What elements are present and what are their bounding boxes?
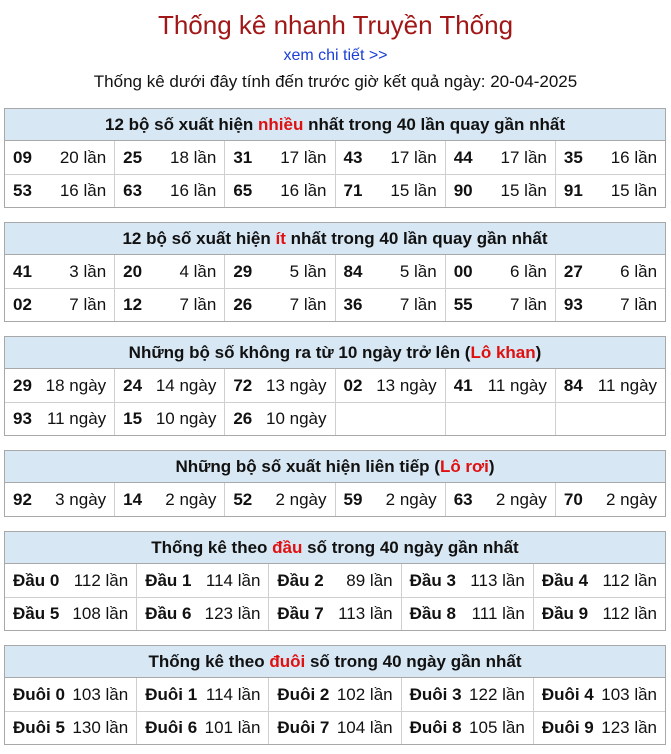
- stat-cell: [114, 369, 224, 402]
- stat-count: 16 lần: [280, 181, 327, 200]
- stat-cell: [224, 369, 334, 402]
- stat-key: 63: [453, 489, 473, 509]
- stat-cell: [5, 483, 114, 516]
- header-text: nhất trong 40 lần quay gần nhất: [303, 115, 566, 134]
- stat-cell: [268, 712, 400, 744]
- stat-cell: [5, 598, 136, 630]
- stat-count: 13 ngày: [266, 375, 327, 395]
- stat-cell: [5, 141, 114, 174]
- stat-cell: [555, 255, 665, 288]
- stat-key: 27: [563, 261, 583, 281]
- stat-cell: [445, 141, 555, 174]
- header-highlight: ít: [275, 229, 286, 248]
- stat-count: 2 ngày: [605, 489, 658, 509]
- stat-key: 26: [233, 409, 253, 428]
- stat-key: Đầu 9: [541, 604, 589, 623]
- empty-cell: [555, 403, 665, 435]
- stat-count: 103 lần: [601, 684, 658, 704]
- stat-key: Đầu 4: [541, 570, 589, 590]
- table-row: [5, 402, 665, 435]
- stat-cell: [136, 598, 268, 630]
- stat-cell: [335, 175, 445, 207]
- stat-key: Đuôi 6: [145, 718, 198, 737]
- header-highlight: đuôi: [269, 652, 306, 671]
- header-text: ): [535, 343, 542, 362]
- stat-cell: [5, 175, 114, 207]
- stat-cell: [5, 255, 114, 288]
- stat-key: 25: [123, 147, 143, 167]
- table-row: [5, 369, 665, 402]
- stat-key: 71: [343, 181, 363, 200]
- stat-count: 104 lần: [336, 718, 393, 737]
- stat-count: 2 ngày: [275, 489, 327, 509]
- stat-key: Đầu 1: [145, 570, 192, 590]
- stat-key: 35: [563, 147, 583, 167]
- stat-count: 3 ngày: [55, 489, 107, 509]
- stat-count: 11 ngày: [597, 375, 658, 395]
- stat-key: 02: [343, 375, 363, 395]
- stat-key: 44: [453, 147, 473, 167]
- stat-cell: [268, 564, 400, 597]
- stat-count: 17 lần: [390, 147, 437, 167]
- stat-key: 09: [13, 147, 32, 167]
- stat-key: 41: [13, 261, 32, 281]
- stat-cell: [5, 369, 114, 402]
- stat-key: Đầu 5: [13, 604, 60, 623]
- stat-cell: [224, 141, 334, 174]
- stat-cell: [114, 289, 224, 321]
- stat-count: 105 lần: [469, 718, 525, 737]
- stat-key: Đuôi 9: [541, 718, 594, 737]
- stat-cell: [533, 564, 665, 597]
- stat-key: 52: [233, 489, 253, 509]
- header-text: Thống kê theo: [148, 652, 270, 671]
- stat-count: 16 lần: [59, 181, 107, 200]
- stat-key: 36: [343, 295, 363, 314]
- stat-cell: [136, 564, 268, 597]
- section-header: [5, 109, 665, 141]
- stat-key: 00: [453, 261, 473, 281]
- stat-cell: [114, 141, 224, 174]
- stat-count: 2 ngày: [165, 489, 217, 509]
- duoi-table: [4, 645, 666, 745]
- stat-key: Đuôi 7: [277, 718, 330, 737]
- stat-key: 93: [563, 295, 583, 314]
- stat-count: 112 lần: [602, 570, 658, 590]
- header-text: nhất trong 40 lần quay gần nhất: [285, 229, 548, 248]
- stat-cell: [555, 289, 665, 321]
- header-text: Những bộ số xuất hiện liên tiếp (: [175, 457, 440, 476]
- stat-key: 02: [13, 295, 32, 314]
- section-header: [5, 337, 665, 369]
- stat-key: 55: [453, 295, 473, 314]
- table-row: [5, 174, 665, 207]
- stat-cell: [114, 255, 224, 288]
- stat-key: 53: [13, 181, 32, 200]
- section-header: [5, 223, 665, 255]
- stat-count: 6 lần: [509, 261, 547, 281]
- table-row: [5, 255, 665, 288]
- stat-count: 15 lần: [390, 181, 437, 200]
- stat-cell: [224, 255, 334, 288]
- detail-link[interactable]: xem chi tiết >>: [283, 47, 388, 64]
- stat-count: 6 lần: [620, 261, 658, 281]
- stat-key: 59: [343, 489, 363, 509]
- stat-cell: [335, 255, 445, 288]
- stat-cell: [114, 175, 224, 207]
- table-row: [5, 483, 665, 516]
- stat-key: Đuôi 0: [13, 684, 65, 704]
- header-text: Thống kê theo: [151, 538, 273, 557]
- stat-count: 114 lần: [205, 570, 261, 590]
- stat-count: 113 lần: [470, 570, 525, 590]
- stat-key: 24: [123, 375, 143, 395]
- stat-count: 102 lần: [336, 684, 393, 704]
- stat-count: 11 ngày: [46, 409, 107, 428]
- lo-roi-table: [4, 450, 666, 517]
- empty-cell: [335, 403, 445, 435]
- stat-cell: [114, 403, 224, 435]
- stat-count: 122 lần: [469, 684, 525, 704]
- stat-count: 14 ngày: [155, 375, 217, 395]
- least-frequent-table: [4, 222, 666, 322]
- stat-count: 17 lần: [280, 147, 327, 167]
- stat-count: 123 lần: [601, 718, 658, 737]
- stat-cell: [268, 678, 400, 711]
- stat-key: Đầu 2: [277, 570, 324, 590]
- stat-cell: [555, 141, 665, 174]
- stat-count: 17 lần: [500, 147, 547, 167]
- stat-key: Đuôi 3: [409, 684, 462, 704]
- stat-key: 92: [13, 489, 32, 509]
- page-subtitle: Thống kê dưới đây tính đến trước giờ kết quả ngày: 20-04-2025: [93, 72, 578, 91]
- section-header: [5, 646, 665, 678]
- stat-cell: [136, 678, 268, 711]
- stat-cell: [533, 678, 665, 711]
- stat-count: 113 lần: [338, 604, 393, 623]
- stat-count: 10 ngày: [266, 409, 327, 428]
- page-title: Thống kê nhanh Truyền Thống: [157, 10, 514, 40]
- stat-cell: [335, 141, 445, 174]
- stat-cell: [335, 369, 445, 402]
- stat-key: Đuôi 4: [541, 684, 594, 704]
- header-text: số trong 40 ngày gần nhất: [305, 652, 522, 671]
- stat-key: Đuôi 8: [409, 718, 462, 737]
- dau-table: [4, 531, 666, 631]
- stat-cell: [5, 678, 136, 711]
- table-row: [5, 564, 665, 597]
- stat-cell: [555, 483, 665, 516]
- stat-cell: [5, 564, 136, 597]
- stat-key: 70: [563, 489, 583, 509]
- stat-key: Đầu 7: [277, 604, 324, 623]
- header-highlight: nhiều: [258, 115, 304, 134]
- stat-key: 93: [13, 409, 32, 428]
- stat-key: Đuôi 5: [13, 718, 65, 737]
- stat-count: 7 lần: [399, 295, 437, 314]
- section-header: [5, 451, 665, 483]
- stat-key: 20: [123, 261, 143, 281]
- stat-key: 84: [343, 261, 363, 281]
- stat-key: Đầu 3: [409, 570, 456, 590]
- stat-key: 41: [453, 375, 473, 395]
- stat-cell: [445, 483, 555, 516]
- stat-count: 11 ngày: [487, 375, 547, 395]
- stat-count: 15 lần: [610, 181, 658, 200]
- stat-count: 7 lần: [69, 295, 107, 314]
- stat-cell: [401, 678, 533, 711]
- stat-count: 20 lần: [59, 147, 107, 167]
- stat-count: 7 lần: [289, 295, 327, 314]
- stat-cell: [401, 598, 533, 630]
- stat-count: 18 ngày: [45, 375, 107, 395]
- stat-key: 72: [233, 375, 253, 395]
- stat-cell: [445, 289, 555, 321]
- stat-count: 111 lần: [471, 604, 525, 623]
- header-text: số trong 40 ngày gần nhất: [302, 538, 519, 557]
- stat-count: 123 lần: [204, 604, 261, 623]
- stat-key: 29: [13, 375, 32, 395]
- stat-key: Đầu 0: [13, 570, 60, 590]
- stat-cell: [555, 175, 665, 207]
- stat-cell: [533, 712, 665, 744]
- stat-cell: [224, 175, 334, 207]
- stat-key: Đầu 6: [145, 604, 192, 623]
- stat-count: 10 ngày: [155, 409, 217, 428]
- stat-count: 13 ngày: [376, 375, 437, 395]
- stat-cell: [445, 369, 555, 402]
- stat-count: 114 lần: [205, 684, 261, 704]
- header-highlight: đầu: [272, 538, 303, 557]
- stat-key: 65: [233, 181, 253, 200]
- table-row: [5, 288, 665, 321]
- stat-count: 2 ngày: [385, 489, 437, 509]
- header-text: 12 bộ số xuất hiện: [104, 115, 259, 134]
- header-text: Những bộ số không ra từ 10 ngày trở lên (: [128, 343, 471, 362]
- stat-count: 7 lần: [179, 295, 217, 314]
- header-text: 12 bộ số xuất hiện: [122, 229, 276, 248]
- stat-count: 16 lần: [170, 181, 217, 200]
- stat-cell: [5, 289, 114, 321]
- stat-count: 3 lần: [69, 261, 107, 281]
- stat-count: 16 lần: [610, 147, 658, 167]
- table-row: [5, 678, 665, 711]
- stat-key: 12: [123, 295, 143, 314]
- empty-cell: [445, 403, 555, 435]
- stat-count: 7 lần: [620, 295, 658, 314]
- most-frequent-table: [4, 108, 666, 208]
- stat-count: 7 lần: [509, 295, 547, 314]
- stat-count: 2 ngày: [495, 489, 547, 509]
- stat-cell: [136, 712, 268, 744]
- stat-count: 5 lần: [399, 261, 437, 281]
- stat-key: Đầu 8: [409, 604, 456, 623]
- stat-cell: [335, 289, 445, 321]
- stat-count: 4 lần: [179, 261, 217, 281]
- stat-count: 101 lần: [204, 718, 261, 737]
- stat-key: 90: [453, 181, 473, 200]
- stat-key: 15: [123, 409, 143, 428]
- stat-key: 31: [233, 147, 253, 167]
- stat-count: 5 lần: [289, 261, 327, 281]
- stat-count: 112 lần: [73, 570, 129, 590]
- stat-key: 29: [233, 261, 253, 281]
- stat-cell: [445, 255, 555, 288]
- stat-cell: [445, 175, 555, 207]
- section-header: [5, 532, 665, 564]
- stat-cell: [5, 403, 114, 435]
- stat-cell: [224, 483, 334, 516]
- table-row: [5, 711, 665, 744]
- table-row: [5, 141, 665, 174]
- stat-cell: [268, 598, 400, 630]
- stat-key: Đuôi 2: [277, 684, 330, 704]
- stat-key: 91: [563, 181, 583, 200]
- header-highlight: Lô khan: [470, 343, 536, 362]
- stat-cell: [5, 712, 136, 744]
- stat-cell: [114, 483, 224, 516]
- stat-count: 103 lần: [72, 684, 129, 704]
- stat-count: 15 lần: [500, 181, 547, 200]
- stat-count: 130 lần: [72, 718, 129, 737]
- stat-key: 43: [343, 147, 363, 167]
- stat-key: 14: [123, 489, 143, 509]
- header-highlight: Lô rơi: [439, 457, 489, 476]
- header-text: ): [488, 457, 495, 476]
- stat-cell: [335, 483, 445, 516]
- stat-key: Đuôi 1: [145, 684, 198, 704]
- stat-cell: [401, 712, 533, 744]
- stat-cell: [555, 369, 665, 402]
- stat-key: 63: [123, 181, 143, 200]
- stat-cell: [401, 564, 533, 597]
- stat-key: 84: [563, 375, 583, 395]
- stat-count: 108 lần: [72, 604, 129, 623]
- stat-count: 112 lần: [602, 604, 658, 623]
- table-row: [5, 597, 665, 630]
- stat-cell: [533, 598, 665, 630]
- stat-count: 89 lần: [346, 570, 393, 590]
- lo-khan-table: [4, 336, 666, 436]
- stat-cell: [224, 289, 334, 321]
- stat-count: 18 lần: [170, 147, 217, 167]
- stat-key: 26: [233, 295, 253, 314]
- stat-cell: [224, 403, 334, 435]
